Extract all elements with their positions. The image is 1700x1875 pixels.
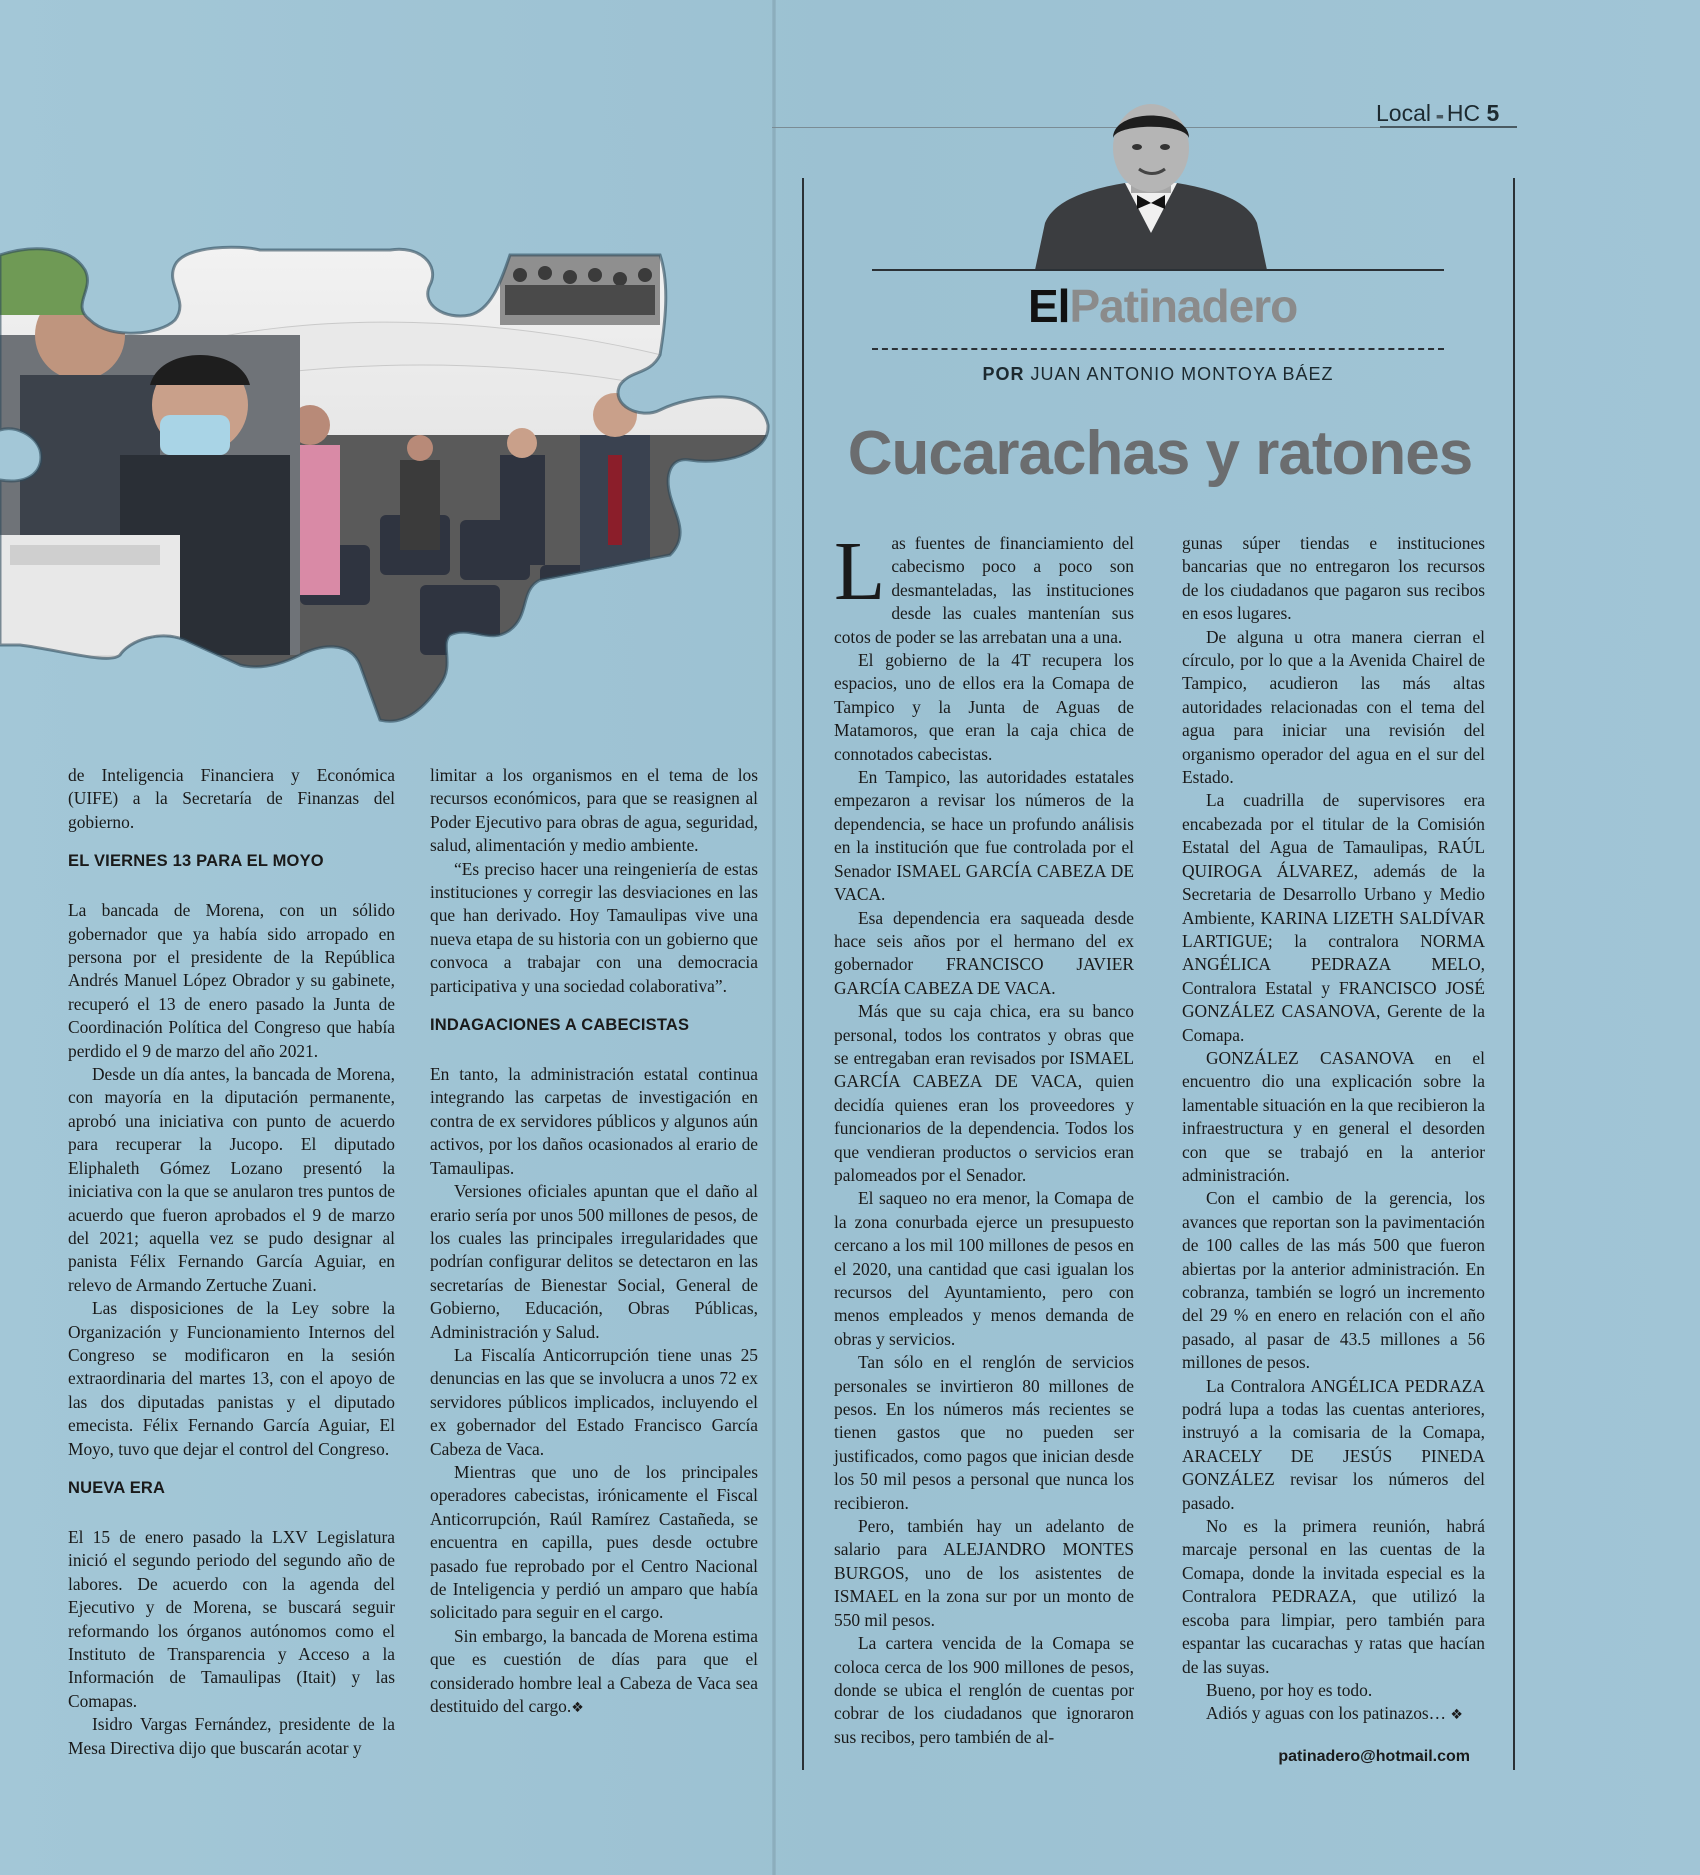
article-paragraph: limitar a los organismos en el tema de los recursos económicos, para que se reasignen al Poder Ejecutivo para obras de agua, seguridad, salud, alimentación y medio ambiente. <box>430 765 758 856</box>
page-gutter <box>772 0 776 1875</box>
subheading-indagaciones: INDAGACIONES A CABECISTAS <box>430 1016 690 1035</box>
section-name: Local <box>1376 100 1431 126</box>
subheading-viernes-13: EL VIERNES 13 PARA EL MOYO <box>68 852 324 871</box>
columnist-portrait <box>1035 103 1267 270</box>
byline <box>872 364 1444 385</box>
article-paragraph: La bancada de Morena, con un sólido gobernador que ya había sido arropado en persona por el presidente de la República Andrés Manuel López Obrador y su gabinete, recuperó el 13 de enero pasado la Junta de Coordinación Política del Congreso que había perdido el 9 de marzo del año 2021. <box>68 900 395 1061</box>
article-paragraph: Desde un día antes, la bancada de Morena, con mayoría en la diputación permanente, aprobó una iniciativa con punto de acuerdo para recuperar la Jucopo. El diputado Eliphaleth Gómez Lozano presentó la iniciativa con la que se anularon tres puntos de acuerdo que fueron aprobados el 9 de marzo del 2021; aquella vez se pudo designar al panista Félix Fernando García Aguiar, en relevo de Armando Zertuche Zuani. <box>68 1064 395 1295</box>
article-paragraph: “Es preciso hacer una reingeniería de estas instituciones y corregir las desviaciones en las que han derivado. Hoy Tamaulipas vive una nueva etapa de su historia con un gobierno que convoca a trabajar con una democracia participativa y una sociedad colaborativa”. <box>430 858 758 996</box>
article-paragraph: Con el cambio de la gerencia, los avances que reportan son la pavimentación de 100 calles de las más 500 que fueron abiertas por la anterior administración. En cobranza, también se logró un incremento del 29 % en enero en relación con el año pasado, al pasar de 43.5 millones a 56 millones de pesos. <box>1182 1188 1485 1373</box>
left-article-column-2 <box>430 764 758 1720</box>
drop-cap: L <box>834 525 886 618</box>
logo-prefix: El <box>1028 280 1070 332</box>
article-paragraph: Más que su caja chica, era su banco personal, todos los contratos y obras que se entregaban eran revisados por ISMAEL GARCÍA CABEZA DE VACA, quien decidía quienes eran los proveedores y funcionarios de la dependencia. Todos los que vendieran productos o servicios eran palomeados por el Senador. <box>834 1001 1134 1185</box>
article-paragraph: Pero, también hay un adelanto de salario para ALEJANDRO MONTES BURGOS, uno de los asistentes de ISMAEL en la zona sur por un monto de 550 mil pesos. <box>834 1516 1134 1630</box>
article-paragraph: La Contralora ANGÉLICA PEDRAZA podrá lupa a todas las cuentas anteriores, instruyó a la comisaria de la Comapa, ARACELY DE JESÚS PINEDA GONZÁLEZ revisar los números del pasado. <box>1182 1375 1485 1513</box>
right-article-column-2 <box>1182 532 1485 1728</box>
article-paragraph: El saqueo no era menor, la Comapa de la zona conurbada ejerce un presupuesto cercano a los mil 100 millones de pesos en el 2020, una cantidad que casi igualan los recursos del Ayuntamiento, pero con menos empleados y menos demanda de obras y servicios. <box>834 1188 1134 1349</box>
byline-author: JUAN ANTONIO MONTOYA BÁEZ <box>1030 364 1334 384</box>
article-text: Sin embargo, la bancada de Morena estima que es cuestión de días para que el considerado hombre leal a Cabeza de Vaca sea destituido del cargo. <box>430 1625 758 1717</box>
byline-por: POR <box>982 364 1025 384</box>
article-paragraph: En Tampico, las autoridades estatales empezaron a revisar los números de la dependencia, se hace un profundo análisis en la institución que fue controlada por el Senador ISMAEL GARCÍA CABEZA DE VACA. <box>834 767 1134 905</box>
logo-name: Patinadero <box>1069 280 1298 332</box>
column-logo <box>1028 280 1297 332</box>
article-paragraph: gunas súper tiendas e instituciones bancarias que no entregaron los recursos de los ciudadanos que pagaron sus recibos en esos lugares. <box>1182 533 1485 624</box>
column-frame-left <box>802 178 804 1770</box>
publication-name: HC <box>1446 100 1481 126</box>
headline: Cucarachas y ratones <box>847 419 1473 488</box>
contact-email[interactable]: patinadero@hotmail.com <box>1278 1748 1470 1765</box>
article-paragraph: En tanto, la administración estatal continua integrando las carpetas de investigación en contra de ex servidores públicos y algunos aún activos, por los daños ocasionados al erario de Tamaulipas. <box>430 1064 758 1178</box>
dashed-rule <box>872 348 1444 350</box>
article-paragraph: El 15 de enero pasado la LXV Legislatura inició el segundo periodo del segundo año de labores. De acuerdo con la agenda del Ejecutivo y de Morena, se buscará seguir reformando los órganos autónomos como el Instituto de Transparencia y Acceso a la Información de Tamaulipas (Itait) y las Comapas. <box>68 1526 395 1711</box>
article-paragraph <box>834 525 1134 649</box>
article-paragraph: Las disposiciones de la Ley sobre la Organización y Funcionamiento Internos del Congreso se modificaron en la sesión extraordinaria del martes 13, con el apoyo de las dos diputadas panistas y el diputado emecista. Félix Fernando García Aguiar, El Moyo, tuvo que dejar el control del Congreso. <box>68 1298 395 1459</box>
article-paragraph <box>1182 1702 1485 1727</box>
article-paragraph: Mientras que uno de los principales operadores cabecistas, irónicamente el Fiscal Anticorrupción, Raúl Ramírez Castañeda, se encuentra en capilla, pues desde octubre pasado fue reprobado por el Centro Nacional de Inteligencia y perdió un amparo que había solicitado para seguir en el cargo. <box>430 1461 758 1623</box>
column-frame-right <box>1513 178 1515 1770</box>
article-paragraph: Versiones oficiales apuntan que el daño al erario sería por unos 500 millones de pesos, de los cuales las principales irregularidades que podrían configurar delitos se detectaron en las secretarías de Bienestar Social, General de Gobierno, Educación, Obras Públicas, Administración y Salud. <box>430 1181 758 1342</box>
congress-puzzle-photo <box>0 245 770 735</box>
page-number: 5 <box>1486 100 1500 126</box>
article-paragraph: de Inteligencia Financiera y Económica (UIFE) a la Secretaría de Finanzas del gobierno. <box>68 765 395 832</box>
article-paragraph: No es la primera reunión, habrá marcaje personal en las cuentas de la Comapa, donde la invitada especial es la Contralora PEDRAZA, que utilizó la escoba para limpiar, pero también para espantar las cucarachas y ratas que hacían de las suyas. <box>1182 1516 1485 1677</box>
article-paragraph: El gobierno de la 4T recupera los espacios, uno de ellos era la Comapa de Tampico y la Junta de Aguas de Matamoros, que eran la caja chica de connotados cabecistas. <box>834 650 1134 764</box>
article-paragraph: Isidro Vargas Fernández, presidente de la Mesa Directiva dijo que buscarán acotar y <box>68 1714 395 1758</box>
page-header <box>1376 100 1499 127</box>
end-mark-icon: ❖ <box>1450 1707 1463 1724</box>
article-text: Adiós y aguas con los patinazos… <box>1206 1703 1447 1724</box>
article-paragraph <box>430 1625 758 1721</box>
right-article-column-1 <box>834 525 1134 1749</box>
article-paragraph: Tan sólo en el renglón de servicios personales se invirtieron 80 millones de pesos. En los números más recientes se tienen gastos que no pueden ser justificados, como pagos que inician desde los 50 mil pesos a personal que nunca los recibieron. <box>834 1352 1134 1513</box>
separator-icon: ▪▪ <box>1435 108 1442 124</box>
article-paragraph: La cuadrilla de supervisores era encabezada por el titular de la Comisión Estatal del Agua de Tamaulipas, RAÚL QUIROGA ÁLVAREZ, además de la Secretaria de Desarrollo Urbano y Medio Ambiente, KARINA LIZETH SALDÍVAR LARTIGUE; la contralora NORMA ANGÉLICA PEDRAZA MELO, Contralora Estatal y FRANCISCO JOSÉ GONZÁLEZ CASANOVA, Gerente de la Comapa. <box>1182 790 1485 1045</box>
article-paragraph: GONZÁLEZ CASANOVA en el encuentro dio una explicación sobre la lamentable situación en la que recibieron la infraestructura y en general el desorden con que se trabajó en la anterior administración. <box>1182 1047 1485 1185</box>
article-paragraph: Bueno, por hoy es todo. <box>1206 1679 1373 1700</box>
article-paragraph: La Fiscalía Anticorrupción tiene unas 25 denuncias en las que se involucra a unos 72 ex servidores públicos implicados, incluyendo el ex gobernador del Estado Francisco García Cabeza de Vaca. <box>430 1344 758 1459</box>
article-text: as fuentes de financiamiento del cabecismo poco a poco son desmanteladas, las instituciones desde las cuales mantenían sus cotos de poder se las arrebatan una a una. <box>834 533 1134 647</box>
subheading-nueva-era: NUEVA ERA <box>68 1478 166 1497</box>
end-mark-icon: ❖ <box>571 1700 584 1717</box>
article-paragraph: De alguna u otra manera cierran el círculo, por lo que a la Avenida Chairel de Tampico, acudieron las más altas autoridades relacionadas con el tema del agua para iniciar una revisión del organismo operador del agua en el sur del Estado. <box>1182 626 1485 788</box>
article-paragraph: La cartera vencida de la Comapa se coloca cerca de los 900 millones de pesos, donde se ubica el renglón de cuentas por cobrar de los ciudadanos que ignoraron sus recibos, pero también de al- <box>834 1633 1134 1747</box>
left-article-column-1 <box>68 764 395 1760</box>
article-paragraph: Esa dependencia era saqueada desde hace seis años por el hermano del ex gobernador FRANCISCO JAVIER GARCÍA CABEZA DE VACA. <box>834 907 1134 998</box>
column-rule <box>872 269 1444 271</box>
